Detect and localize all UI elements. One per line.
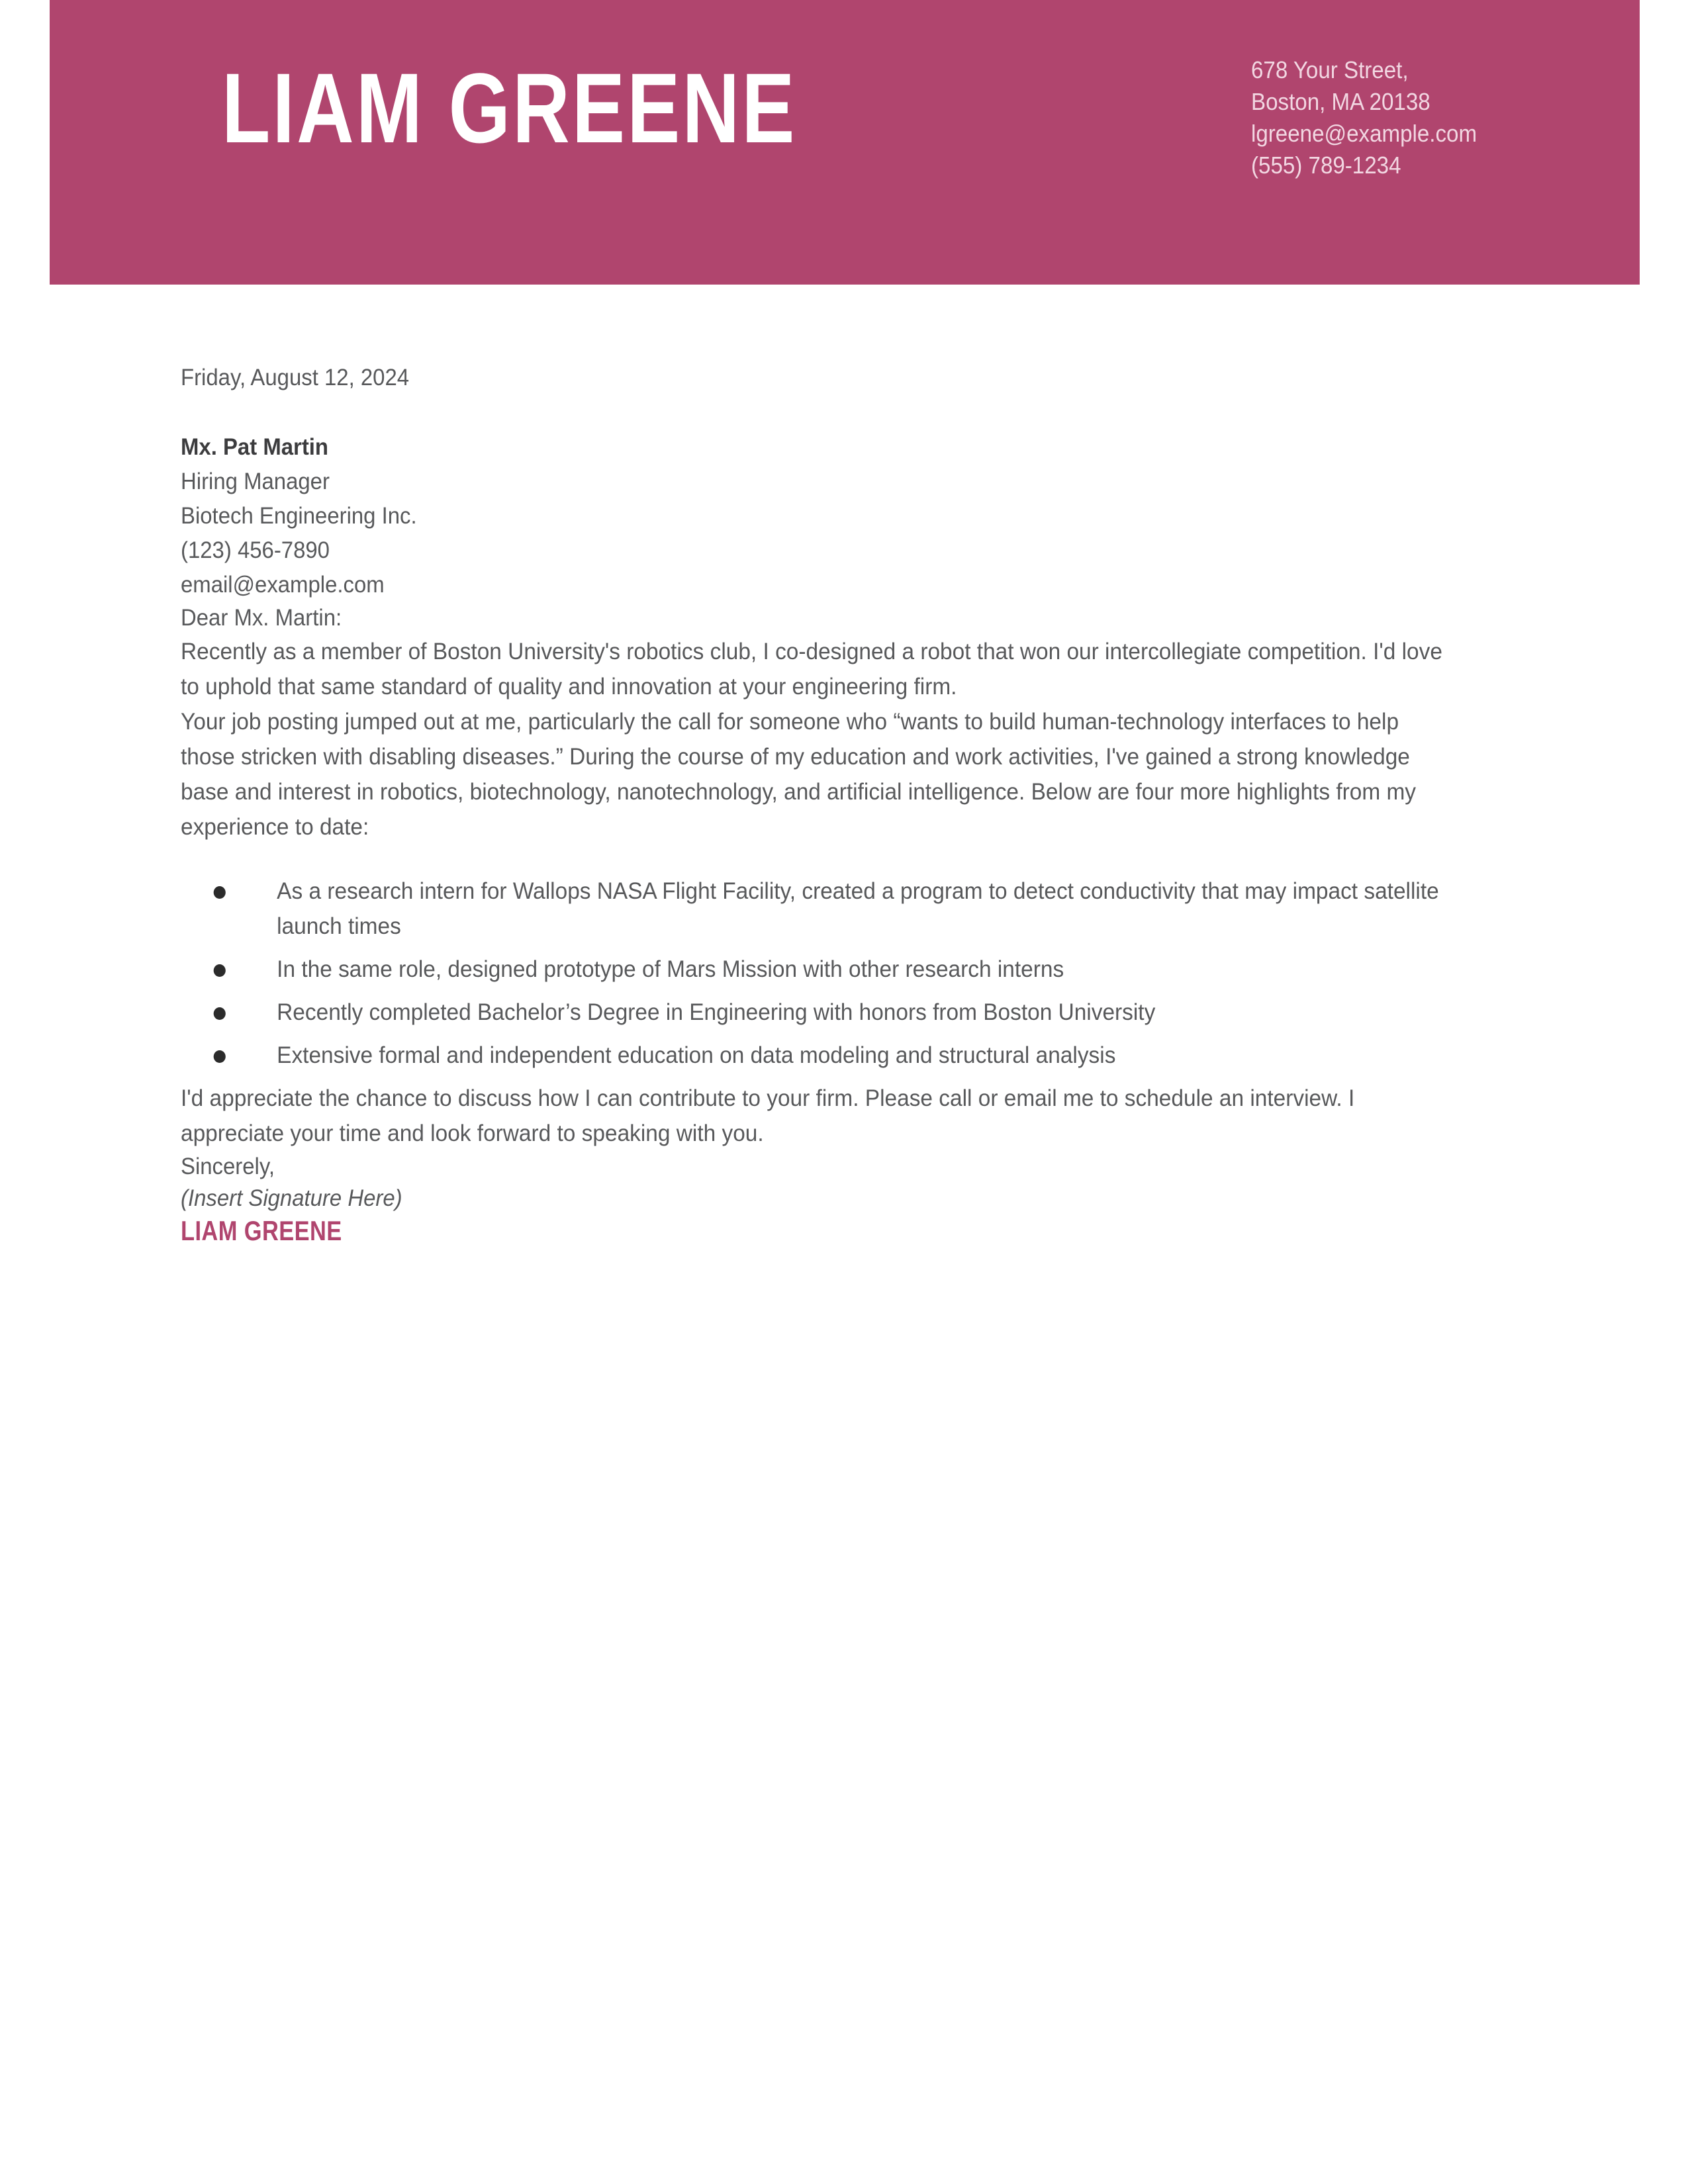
- contact-street: 678 Your Street,: [1251, 56, 1409, 83]
- bullet-dot-icon: [214, 1050, 226, 1063]
- recipient-phone: (123) 456-7890: [181, 537, 330, 563]
- salutation: Dear Mx. Martin:: [181, 605, 342, 631]
- letter-date: Friday, August 12, 2024: [181, 365, 410, 390]
- list-item: [181, 1038, 1452, 1073]
- bullet-dot-icon: [214, 1007, 226, 1020]
- list-item: [181, 995, 1452, 1030]
- contact-city-state-zip: Boston, MA 20138: [1251, 88, 1430, 115]
- highlight-text: Recently completed Bachelor’s Degree in Engineering with honors from Boston University: [277, 999, 1156, 1025]
- body-paragraph-1: Recently as a member of Boston University's robotics club, I co-designed a robot that won our intercollegiate competition. I'd love to uphold that same standard of quality and innovation at your engineering firm.: [181, 639, 1442, 700]
- signature-placeholder: (Insert Signature Here): [181, 1185, 402, 1211]
- signoff: Sincerely,: [181, 1154, 275, 1179]
- list-item: [181, 874, 1452, 944]
- recipient-address-block: [181, 430, 1376, 602]
- signature-name: LIAM GREENE: [181, 1215, 342, 1246]
- applicant-contact-block: [1251, 54, 1477, 181]
- contact-email: lgreene@example.com: [1251, 120, 1477, 147]
- letter-body: [181, 363, 1452, 1248]
- bullet-dot-icon: [214, 886, 226, 899]
- closing-paragraph: I'd appreciate the chance to discuss how I can contribute to your firm. Please call or email me to schedule an interview. I appreciate your time and look forward to speaking with you.: [181, 1085, 1355, 1146]
- recipient-name: Mx. Pat Martin: [181, 434, 329, 460]
- applicant-name-heading: LIAM GREENE: [222, 52, 797, 163]
- highlight-text: In the same role, designed prototype of Mars Mission with other research interns: [277, 956, 1064, 982]
- recipient-email: email@example.com: [181, 572, 385, 598]
- list-item: [181, 952, 1452, 987]
- highlight-text: Extensive formal and independent education on data modeling and structural analysis: [277, 1042, 1116, 1068]
- contact-phone: (555) 789-1234: [1251, 152, 1401, 179]
- letterhead-banner: [50, 0, 1640, 285]
- body-paragraph-2: Your job posting jumped out at me, particularly the call for someone who “wants to build human-technology interfaces to help those stricken with disabling diseases.” During the course of my education and work activities, I've gained a strong knowledge base and interest in robotics, biotechnology, nanotechnology, and artificial intelligence. Below are four more highlights from my experience to date:: [181, 709, 1417, 840]
- recipient-title: Hiring Manager: [181, 469, 330, 494]
- highlights-list: [181, 874, 1452, 1073]
- highlight-text: As a research intern for Wallops NASA Flight Facility, created a program to detect conductivity that may impact satellite launch times: [277, 878, 1439, 939]
- recipient-company: Biotech Engineering Inc.: [181, 503, 417, 529]
- bullet-dot-icon: [214, 964, 226, 977]
